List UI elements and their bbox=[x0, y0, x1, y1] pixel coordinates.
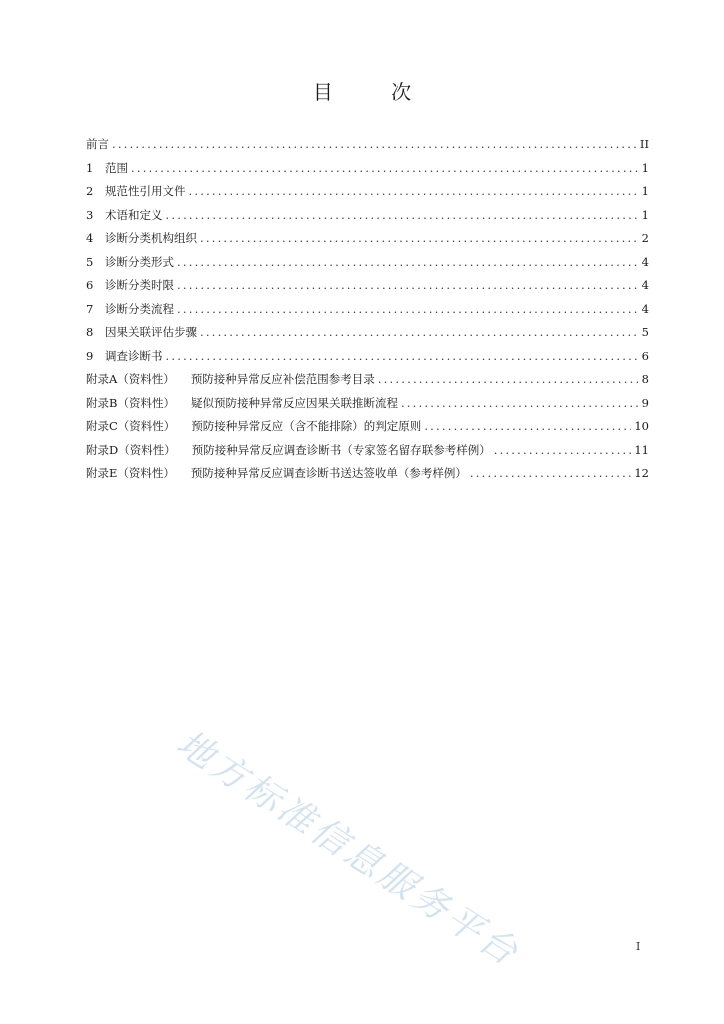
toc-entry-page: 11 bbox=[634, 442, 649, 457]
toc-entry-number: 6 bbox=[86, 278, 94, 292]
dot-leader bbox=[424, 419, 631, 433]
toc-entry[interactable] bbox=[86, 136, 649, 160]
appendix-label: 附录E（资料性） bbox=[86, 466, 175, 480]
toc-entry-title: 诊断分类流程 bbox=[105, 301, 174, 316]
appendix-label: 附录B（资料性） bbox=[86, 395, 175, 410]
dot-leader bbox=[177, 278, 638, 292]
toc-entry-title: 诊断分类形式 bbox=[105, 254, 174, 269]
appendix-label: 附录D（资料性） bbox=[86, 442, 176, 457]
dot-leader bbox=[166, 349, 639, 363]
toc-entry-page: 12 bbox=[634, 466, 649, 480]
toc-entry-title: 因果关联评估步骤 bbox=[105, 325, 197, 339]
toc-entry-number: 1 bbox=[86, 160, 94, 175]
toc-appendix-entry[interactable] bbox=[86, 395, 649, 419]
dot-leader bbox=[189, 184, 639, 198]
toc-appendix-entry[interactable] bbox=[86, 465, 649, 489]
toc-entry-page: 1 bbox=[641, 160, 649, 175]
page-number: I bbox=[636, 940, 641, 953]
toc-entry-title: 前言 bbox=[86, 137, 109, 151]
dot-leader bbox=[200, 325, 638, 339]
toc-entry-page: II bbox=[639, 137, 649, 151]
toc-entry-title: 规范性引用文件 bbox=[105, 184, 186, 198]
toc-entry-number: 4 bbox=[86, 231, 94, 245]
page-title: 目 次 bbox=[312, 80, 438, 104]
dot-leader bbox=[177, 302, 638, 316]
toc-entry-title: 范围 bbox=[105, 160, 128, 175]
dot-leader bbox=[470, 466, 631, 480]
toc-entry-page: 4 bbox=[641, 301, 649, 316]
toc-entry-page: 9 bbox=[641, 395, 649, 410]
dot-leader bbox=[378, 372, 638, 386]
toc-entry-number: 8 bbox=[86, 325, 94, 339]
appendix-title: 预防接种异常反应补偿范围参考目录 bbox=[190, 372, 375, 386]
watermark: 地方标准信息服务平台 bbox=[169, 722, 528, 976]
toc-entry-number: 2 bbox=[86, 184, 94, 198]
toc-entry-page: 2 bbox=[641, 231, 649, 245]
toc-entry-number: 3 bbox=[86, 207, 94, 222]
toc-entry-page: 5 bbox=[641, 325, 649, 339]
appendix-title: 预防接种异常反应调查诊断书（专家签名留存联参考样例） bbox=[191, 442, 491, 457]
appendix-title: 疑似预防接种异常反应因果关联推断流程 bbox=[190, 395, 398, 410]
dot-leader bbox=[131, 161, 638, 175]
toc-entry[interactable] bbox=[86, 207, 649, 231]
toc-appendix-entry[interactable] bbox=[86, 371, 649, 395]
toc-entry[interactable] bbox=[86, 301, 649, 325]
toc-entry[interactable] bbox=[86, 254, 649, 278]
toc-entry-number: 9 bbox=[86, 348, 94, 363]
dot-leader bbox=[494, 443, 632, 457]
dot-leader bbox=[401, 396, 638, 410]
toc-entry-number: 5 bbox=[86, 254, 94, 269]
toc-entry-page: 1 bbox=[641, 207, 649, 222]
toc-entry[interactable] bbox=[86, 324, 649, 348]
toc-appendix-entry[interactable] bbox=[86, 442, 649, 466]
toc-entry-title: 术语和定义 bbox=[105, 207, 163, 222]
toc-entry-title: 调查诊断书 bbox=[105, 348, 163, 363]
toc-entry-page: 6 bbox=[641, 348, 649, 363]
toc-entry-page: 10 bbox=[634, 419, 649, 433]
dot-leader bbox=[112, 137, 637, 151]
toc-entry[interactable] bbox=[86, 183, 649, 207]
dot-leader bbox=[177, 255, 638, 269]
toc-entry[interactable] bbox=[86, 348, 649, 372]
toc-entry[interactable] bbox=[86, 277, 649, 301]
appendix-title: 预防接种异常反应调查诊断书送达签收单（参考样例） bbox=[190, 466, 467, 480]
dot-leader bbox=[200, 231, 638, 245]
toc-entry-page: 8 bbox=[641, 372, 649, 386]
toc-entry[interactable] bbox=[86, 160, 649, 184]
toc-appendix-entry[interactable] bbox=[86, 418, 649, 442]
toc-entry[interactable] bbox=[86, 230, 649, 254]
appendix-label: 附录A（资料性） bbox=[86, 372, 175, 386]
toc-entry-page: 4 bbox=[641, 254, 649, 269]
toc-entry-title: 诊断分类机构组织 bbox=[105, 231, 197, 245]
appendix-title: 预防接种异常反应（含不能排除）的判定原则 bbox=[191, 419, 422, 433]
toc-entry-page: 4 bbox=[641, 278, 649, 292]
appendix-label: 附录C（资料性） bbox=[86, 419, 176, 433]
toc-entry-number: 7 bbox=[86, 301, 94, 316]
toc-entry-page: 1 bbox=[641, 184, 649, 198]
table-of-contents bbox=[86, 136, 649, 489]
dot-leader bbox=[166, 208, 639, 222]
toc-entry-title: 诊断分类时限 bbox=[105, 278, 174, 292]
